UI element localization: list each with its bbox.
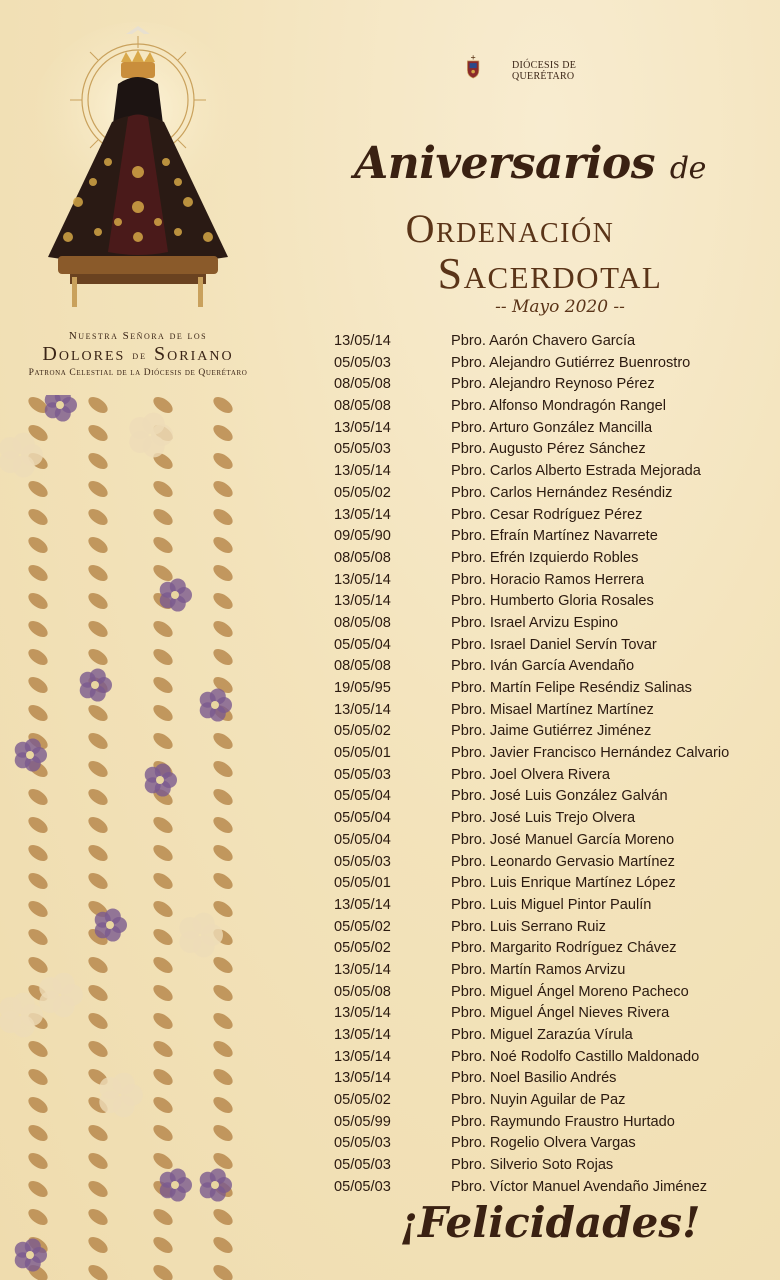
ordination-date: 05/05/08	[334, 983, 391, 1000]
ordination-date: 13/05/14	[334, 701, 391, 718]
ordination-date: 08/05/08	[334, 549, 391, 566]
leaf-shape	[151, 842, 176, 864]
leaf-shape	[151, 1122, 176, 1144]
leaf-shape	[211, 450, 236, 472]
leaf-shape	[26, 534, 51, 556]
leaf-shape	[151, 618, 176, 640]
ordination-date: 05/05/04	[334, 831, 391, 848]
list-item	[334, 505, 774, 527]
priest-name: Pbro. Israel Arvizu Espino	[451, 614, 619, 631]
ordination-date: 05/05/03	[334, 1157, 391, 1174]
list-item	[334, 591, 774, 613]
leaf-shape	[151, 1094, 176, 1116]
flower-petal	[25, 738, 41, 754]
leaf-shape	[211, 618, 236, 640]
list-item	[334, 1025, 774, 1047]
priest-name: Pbro. Raymundo Fraustro Hurtado	[451, 1113, 675, 1130]
leaf-shape	[26, 702, 51, 724]
leaf-shape	[211, 646, 236, 668]
leaf-shape	[86, 1038, 111, 1060]
floral-ornament	[0, 395, 250, 1280]
leaf-shape	[151, 982, 176, 1004]
leaf-shape	[26, 562, 51, 584]
flower-center	[156, 776, 164, 784]
ordination-date: 13/05/14	[334, 571, 391, 588]
list-item	[334, 483, 774, 505]
leaf-shape	[86, 842, 111, 864]
flower-petal	[170, 1168, 186, 1184]
list-item	[334, 852, 774, 874]
subtitle-month: -- Mayo 2020 --	[495, 297, 625, 317]
list-item	[334, 439, 774, 461]
leaf-shape	[151, 1038, 176, 1060]
leaf-shape	[211, 1066, 236, 1088]
priest-name: Pbro. Nuyin Aguilar de Paz	[451, 1092, 626, 1109]
leaf-shape	[211, 1010, 236, 1032]
title-de: de	[669, 151, 706, 186]
leaf-shape	[211, 982, 236, 1004]
priest-name: Pbro. Carlos Alberto Estrada Mejorada	[451, 463, 701, 480]
priest-name: Pbro. Carlos Hernández Reséndiz	[451, 484, 673, 501]
ordination-date: 13/05/14	[334, 1005, 391, 1022]
list-item	[334, 526, 774, 548]
ordination-date: 08/05/08	[334, 376, 391, 393]
priest-name: Pbro. Miguel Zarazúa Vírula	[451, 1027, 633, 1043]
ordination-date: 05/05/99	[334, 1113, 391, 1130]
leaf-shape	[211, 842, 236, 864]
ordination-date: 05/05/03	[334, 354, 391, 371]
leaf-shape	[211, 562, 236, 584]
list-item	[334, 1155, 774, 1177]
ordination-date: 08/05/08	[334, 658, 391, 675]
priest-name: Pbro. Israel Daniel Servín Tovar	[451, 636, 657, 653]
leaf-shape	[26, 1178, 51, 1200]
pale-flower-petal	[53, 973, 75, 995]
flower-petal	[155, 763, 171, 779]
pale-flower-petal	[13, 993, 35, 1015]
ordination-date: 13/05/14	[334, 1070, 391, 1087]
leaf-shape	[211, 1206, 236, 1228]
leaf-shape	[26, 1038, 51, 1060]
leaf-shape	[86, 1262, 111, 1280]
list-item	[334, 743, 774, 765]
leaf-shape	[86, 730, 111, 752]
leaf-shape	[151, 534, 176, 556]
priest-name: Pbro. Silverio Soto Rojas	[451, 1157, 614, 1174]
list-item	[334, 656, 774, 678]
title-ordenacion: Ordenación	[405, 206, 615, 251]
leaf-shape	[151, 1206, 176, 1228]
leaf-shape	[26, 618, 51, 640]
flower-center	[171, 1181, 179, 1189]
priest-name: Pbro. Víctor Manuel Avendaño Jiménez	[451, 1178, 708, 1195]
pale-flower-petal	[143, 413, 165, 435]
leaf-shape	[86, 814, 111, 836]
leaf-shape	[86, 422, 111, 444]
flower-petal	[25, 1238, 41, 1254]
ordination-date: 05/05/02	[334, 918, 391, 935]
priest-name: Pbro. Aarón Chavero García	[451, 333, 636, 349]
list-item	[334, 1003, 774, 1025]
leaf-shape	[26, 954, 51, 976]
ordination-date: 05/05/02	[334, 723, 391, 740]
leaf-shape	[211, 1094, 236, 1116]
pale-flower-petal	[13, 433, 35, 455]
ordination-date: 08/05/08	[334, 398, 391, 415]
leaf-shape	[151, 506, 176, 528]
leaf-shape	[86, 562, 111, 584]
ordination-date: 05/05/03	[334, 766, 391, 783]
leaf-shape	[211, 590, 236, 612]
priest-name: Pbro. Efrén Izquierdo Robles	[451, 549, 639, 566]
leaf-shape	[86, 506, 111, 528]
ordination-date: 13/05/14	[334, 961, 391, 978]
caption-dolores: Dolores	[42, 343, 126, 365]
list-item	[334, 570, 774, 592]
priest-name: Pbro. Joel Olvera Rivera	[451, 766, 610, 783]
leaf-shape	[26, 1206, 51, 1228]
ordination-date: 05/05/02	[334, 1092, 391, 1109]
leaf-shape	[86, 1178, 111, 1200]
leaf-shape	[26, 786, 51, 808]
pale-flower-petal	[113, 1073, 135, 1095]
leaf-shape	[86, 590, 111, 612]
leaf-shape	[26, 1150, 51, 1172]
leaf-shape	[211, 1262, 236, 1280]
leaf-shape	[211, 395, 236, 416]
leaf-shape	[86, 982, 111, 1004]
leaf-shape	[211, 422, 236, 444]
priest-name: Pbro. Javier Francisco Hernández Calvario	[451, 745, 730, 762]
leaf-shape	[211, 898, 236, 920]
flower-center	[56, 401, 64, 409]
flower-petal	[170, 578, 186, 594]
priest-name: Pbro. Rogelio Olvera Vargas	[451, 1135, 636, 1152]
ordination-date: 05/05/03	[334, 1135, 391, 1152]
leaf-shape	[26, 1094, 51, 1116]
flower-center	[106, 921, 114, 929]
list-item	[334, 700, 774, 722]
leaf-shape	[86, 1234, 111, 1256]
list-item	[334, 353, 774, 375]
leaf-shape	[211, 1150, 236, 1172]
leaf-shape	[86, 758, 111, 780]
leaf-shape	[151, 674, 176, 696]
list-item	[334, 1090, 774, 1112]
ordination-date: 13/05/14	[334, 419, 391, 436]
list-item	[334, 1112, 774, 1134]
ordination-date: 05/05/03	[334, 441, 391, 458]
ordination-date: 13/05/14	[334, 896, 391, 913]
priest-name: Pbro. Horacio Ramos Herrera	[451, 571, 645, 588]
diocese-line-1: DIÓCESIS DE	[512, 60, 577, 71]
caption-de: de	[132, 347, 147, 362]
priest-name: Pbro. Miguel Ángel Nieves Rivera	[451, 1005, 670, 1022]
leaf-shape	[26, 646, 51, 668]
leaf-shape	[151, 702, 176, 724]
leaf-shape	[151, 898, 176, 920]
title-sacerdotal: Sacerdotal	[437, 249, 663, 298]
list-item	[334, 721, 774, 743]
list-item	[334, 396, 774, 418]
priest-name: Pbro. Luis Enrique Martínez López	[451, 875, 676, 892]
priest-name: Pbro. Alfonso Mondragón Rangel	[451, 398, 666, 415]
flower-center	[26, 751, 34, 759]
ordination-date: 13/05/14	[334, 1048, 391, 1065]
list-item	[334, 786, 774, 808]
pale-flower-petal	[193, 913, 215, 935]
list-item	[334, 635, 774, 657]
ordination-date: 08/05/08	[334, 614, 391, 631]
list-item	[334, 960, 774, 982]
ordination-date: 09/05/90	[334, 528, 391, 545]
leaf-shape	[211, 1234, 236, 1256]
ordination-date: 05/05/02	[334, 484, 391, 501]
flower-center	[211, 1181, 219, 1189]
ordination-date: 05/05/03	[334, 1178, 391, 1195]
ordination-date: 05/05/01	[334, 745, 391, 762]
list-item	[334, 982, 774, 1004]
priest-name: Pbro. Margarito Rodríguez Chávez	[451, 940, 677, 957]
ordination-date: 13/05/14	[334, 506, 391, 523]
leaf-shape	[211, 1038, 236, 1060]
caption-line-1: Nuestra Señora de los	[68, 330, 208, 342]
ordination-date: 13/05/14	[334, 1027, 391, 1043]
title-aniversarios: Aniversarios	[354, 138, 656, 189]
leaf-shape	[151, 1234, 176, 1256]
priest-name: Pbro. Noé Rodolfo Castillo Maldonado	[451, 1048, 700, 1065]
list-item	[334, 917, 774, 939]
priest-name: Pbro. Efraín Martínez Navarrete	[451, 528, 658, 545]
list-item	[334, 895, 774, 917]
priest-name: Pbro. Martín Ramos Arvizu	[451, 961, 626, 978]
footer-felicidades: ¡Felicidades!	[399, 1198, 701, 1247]
priest-name: Pbro. Miguel Ángel Moreno Pacheco	[451, 983, 689, 1000]
leaf-shape	[26, 506, 51, 528]
leaf-shape	[86, 646, 111, 668]
ordination-date: 13/05/14	[334, 333, 391, 349]
ordination-date: 05/05/02	[334, 940, 391, 957]
priest-name: Pbro. José Luis Trejo Olvera	[451, 810, 636, 827]
leaf-shape	[151, 730, 176, 752]
title-script	[330, 138, 730, 189]
leaf-shape	[151, 478, 176, 500]
list-item	[334, 1068, 774, 1090]
anniversary-list	[334, 331, 774, 1199]
virgin-caption	[18, 330, 258, 378]
list-item	[334, 374, 774, 396]
leaf-shape	[26, 478, 51, 500]
leaf-shape	[86, 1206, 111, 1228]
leaf-shape	[211, 730, 236, 752]
list-item	[334, 331, 774, 353]
leaf-shape	[151, 1066, 176, 1088]
leaf-shape	[151, 646, 176, 668]
virgin-image	[18, 22, 258, 322]
ordination-date: 05/05/03	[334, 853, 391, 870]
leaf-shape	[151, 562, 176, 584]
priest-name: Pbro. Arturo González Mancilla	[451, 419, 653, 436]
leaf-shape	[26, 814, 51, 836]
ordination-date: 05/05/04	[334, 810, 391, 827]
flower-center	[171, 591, 179, 599]
priest-name: Pbro. Martín Felipe Reséndiz Salinas	[451, 680, 692, 696]
list-item	[334, 808, 774, 830]
leaf-shape	[211, 870, 236, 892]
list-item	[334, 938, 774, 960]
leaf-shape	[86, 1122, 111, 1144]
leaf-shape	[151, 814, 176, 836]
leaf-shape	[211, 814, 236, 836]
priest-name: Pbro. Humberto Gloria Rosales	[451, 593, 654, 610]
leaf-shape	[26, 1122, 51, 1144]
list-item	[334, 765, 774, 787]
leaf-shape	[151, 926, 176, 948]
leaf-shape	[211, 786, 236, 808]
leaf-shape	[211, 758, 236, 780]
leaf-shape	[26, 870, 51, 892]
flower-petal	[90, 668, 106, 684]
list-item	[334, 830, 774, 852]
leaf-shape	[211, 1122, 236, 1144]
leaf-shape	[86, 478, 111, 500]
priest-name: Pbro. Augusto Pérez Sánchez	[451, 441, 646, 458]
caption-line-3: Patrona Celestial de la Diócesis de Querétaro	[28, 368, 248, 378]
list-item	[334, 1177, 774, 1199]
flower-center	[91, 681, 99, 689]
flower-center	[26, 1251, 34, 1259]
leaf-shape	[86, 534, 111, 556]
caption-soriano: Soriano	[154, 343, 234, 365]
list-item	[334, 613, 774, 635]
priest-name: Pbro. Iván García Avendaño	[451, 658, 635, 675]
leaf-shape	[151, 870, 176, 892]
list-item	[334, 1047, 774, 1069]
priest-name: Pbro. Cesar Rodríguez Pérez	[451, 506, 643, 523]
list-item	[334, 418, 774, 440]
leaf-shape	[26, 590, 51, 612]
leaf-shape	[86, 1010, 111, 1032]
leaf-shape	[26, 898, 51, 920]
ordination-date: 13/05/14	[334, 593, 391, 610]
ordination-date: 19/05/95	[334, 680, 391, 696]
ordination-date: 05/05/01	[334, 875, 391, 892]
list-item	[334, 548, 774, 570]
list-item	[334, 461, 774, 483]
priest-name: Pbro. José Luis González Galván	[451, 788, 668, 805]
leaf-shape	[26, 1066, 51, 1088]
leaf-shape	[86, 450, 111, 472]
leaf-shape	[211, 954, 236, 976]
diocese-line-2: QUERÉTARO	[512, 71, 575, 82]
leaf-shape	[151, 1010, 176, 1032]
leaf-shape	[86, 954, 111, 976]
list-item	[334, 1133, 774, 1155]
priest-name: Pbro. Alejandro Reynoso Pérez	[451, 376, 655, 393]
priest-name: Pbro. Luis Serrano Ruiz	[451, 918, 606, 935]
leaf-shape	[26, 842, 51, 864]
leaf-shape	[86, 870, 111, 892]
list-item	[334, 678, 774, 700]
leaf-shape	[26, 926, 51, 948]
list-item	[334, 873, 774, 895]
leaf-shape	[86, 1150, 111, 1172]
leaf-shape	[211, 506, 236, 528]
leaf-shape	[26, 674, 51, 696]
flower-center	[211, 701, 219, 709]
diocese-logo-icon	[466, 32, 516, 102]
priest-name: Pbro. José Manuel García Moreno	[451, 831, 675, 848]
ordination-date: 05/05/04	[334, 636, 391, 653]
leaf-shape	[151, 1150, 176, 1172]
diocese-name	[512, 60, 576, 82]
flower-petal	[105, 908, 121, 924]
ordination-date: 13/05/14	[334, 463, 391, 480]
priest-name: Pbro. Alejandro Gutiérrez Buenrostro	[451, 354, 691, 371]
leaf-shape	[151, 954, 176, 976]
priest-name: Pbro. Jaime Gutiérrez Jiménez	[451, 723, 652, 740]
caption-line-2	[18, 343, 258, 366]
priest-name: Pbro. Misael Martínez Martínez	[451, 701, 654, 718]
priest-name: Pbro. Leonardo Gervasio Martínez	[451, 853, 675, 870]
leaf-shape	[86, 786, 111, 808]
leaf-shape	[86, 702, 111, 724]
leaf-shape	[151, 1262, 176, 1280]
ordination-date: 05/05/04	[334, 788, 391, 805]
flower-petal	[210, 688, 226, 704]
leaf-shape	[211, 478, 236, 500]
priest-name: Pbro. Luis Miguel Pintor Paulín	[451, 896, 652, 913]
leaf-shape	[86, 618, 111, 640]
leaf-shape	[86, 395, 111, 416]
priest-name: Pbro. Noel Basilio Andrés	[451, 1070, 617, 1087]
leaf-shape	[211, 534, 236, 556]
flower-petal	[210, 1168, 226, 1184]
